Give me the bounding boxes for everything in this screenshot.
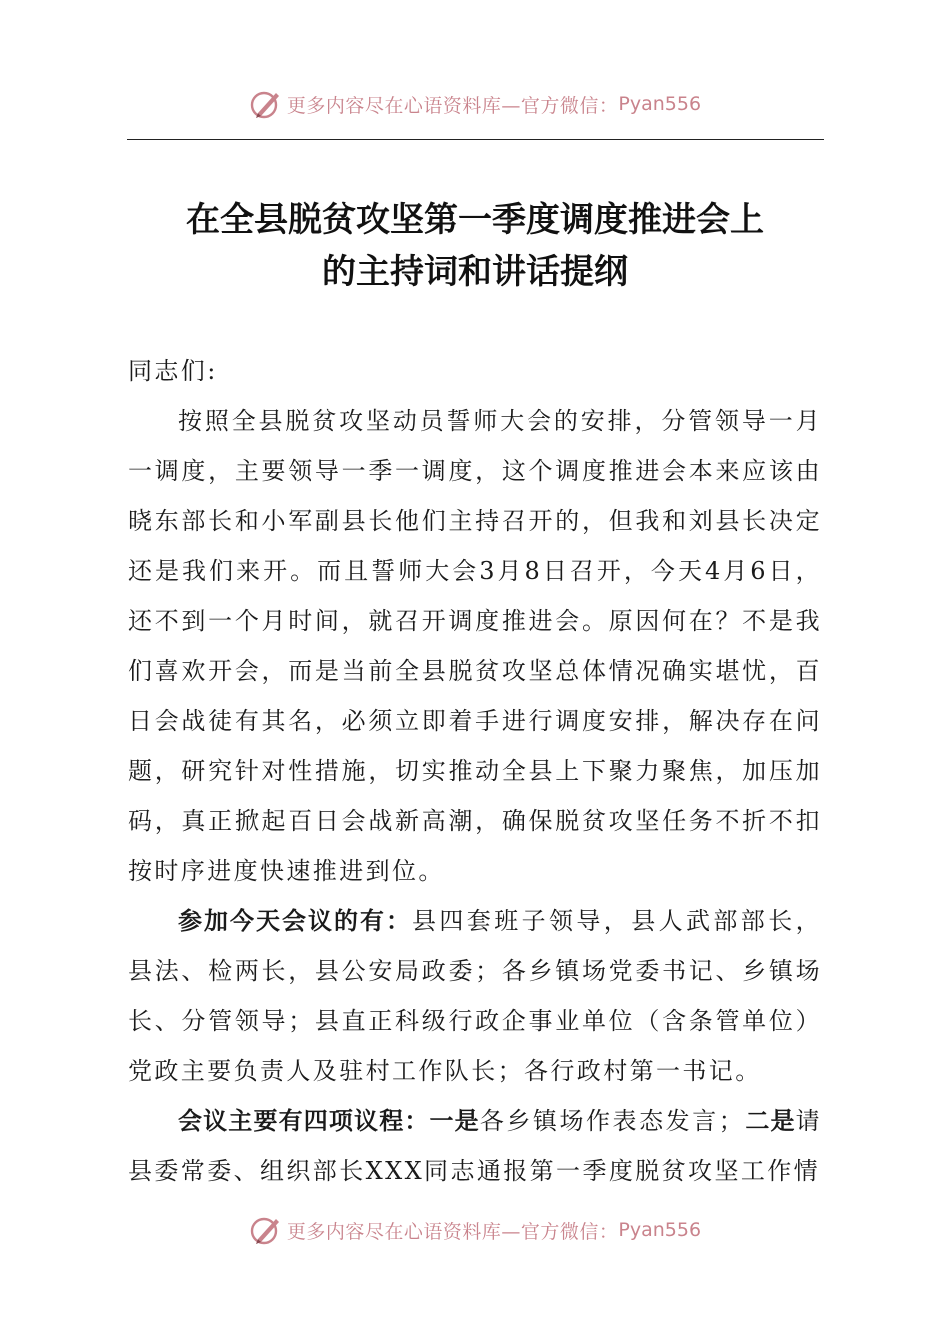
- salutation: 同志们:: [128, 357, 218, 385]
- paragraph-1: 按照全县脱贫攻坚动员誓师大会的安排，分管领导一月一调度，主要领导一季一调度，这个调度推进会本来应该由晓东部长和小军副县长他们主持召开的，但我和刘县长决定还是我们来开。而且誓师大会3月8日召开，今天4月6日，还不到一个月时间，就召开调度推进会。原因何在？不是我们喜欢开会，而是当前全县脱贫攻坚总体情况确实堪忧，百日会战徒有其名，必须立即着手进行调度安排，解决存在问题，研究针对性措施，切实推动全县上下聚力聚焦，加压加码，真正掀起百日会战新高潮，确保脱贫攻坚任务不折不扣按时序进度快速推进到位。: [128, 407, 822, 885]
- watermark-text: 更多内容尽在心语资料库—官方微信：: [286, 94, 619, 117]
- agenda-item-1-keyword: 一是: [429, 1107, 480, 1135]
- paragraph-3: [128, 1096, 822, 1196]
- agenda-item-1-text: 各乡镇场作表态发言；: [479, 1107, 746, 1135]
- title-line-1: 在全县脱贫攻坚第一季度调度推进会上: [186, 200, 764, 240]
- document-title: [0, 194, 950, 298]
- pen-logo-icon: [249, 87, 283, 121]
- watermark-top: [0, 84, 950, 124]
- pen-logo-icon: [249, 1213, 283, 1247]
- agenda-item-2-keyword: 二是: [745, 1107, 796, 1135]
- document-body: [128, 346, 822, 1196]
- agenda-item-2-text: 请县委常委、组织部长XXX同志通报第一季度脱贫攻坚工作情: [128, 1107, 823, 1185]
- paragraph-2-text: 县四套班子领导，县人武部部长，县法、检两长，县公安局政委；各乡镇场党委书记、乡镇场长、分管领导；县直正科级行政企事业单位（含条管单位）党政主要负责人及驻村工作队长；各行政村第一书记。: [128, 907, 822, 1085]
- header-rule: [127, 139, 824, 140]
- title-line-2: 的主持词和讲话提纲: [322, 252, 628, 292]
- watermark-wechat-id: Pyan556: [618, 93, 702, 115]
- paragraph-3-lead: 会议主要有四项议程：: [178, 1107, 430, 1135]
- watermark-wechat-id: Pyan556: [618, 1219, 702, 1241]
- watermark-text: 更多内容尽在心语资料库—官方微信：: [286, 1220, 619, 1243]
- watermark-bottom: [0, 1210, 950, 1250]
- paragraph-2: [128, 896, 822, 1096]
- paragraph-2-lead: 参加今天会议的有：: [178, 907, 412, 935]
